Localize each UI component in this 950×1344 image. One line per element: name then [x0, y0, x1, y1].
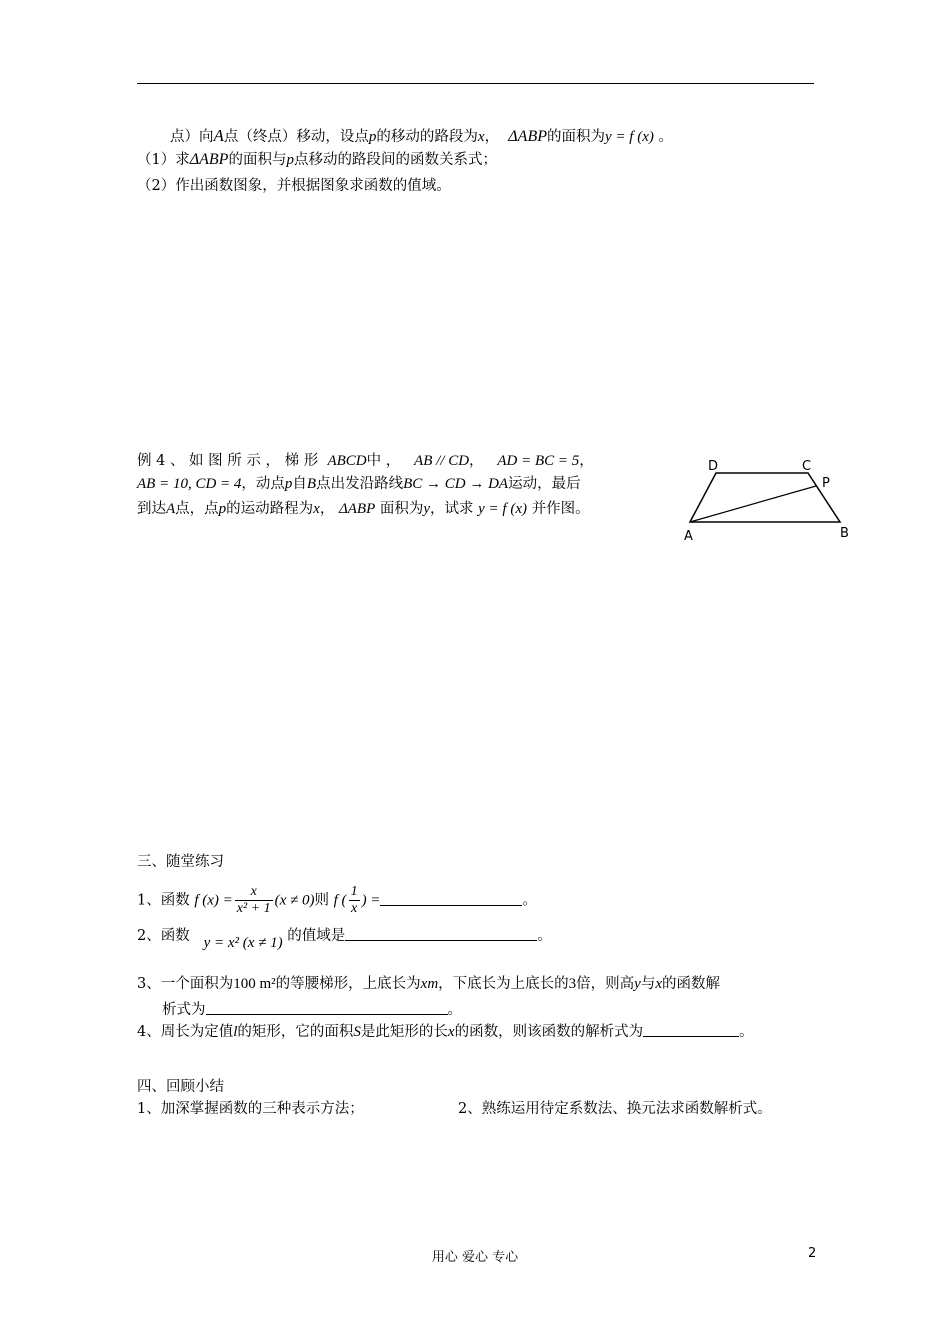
math-y: y [423, 501, 431, 517]
math-function: y = f (x) [478, 501, 527, 517]
text: 的运动路程为 [226, 501, 314, 517]
text: 的移动的路段为 [376, 129, 478, 145]
summary-item-2: 2、熟练运用待定系数法、换元法求函数解析式。 [458, 1101, 772, 1117]
section4-title: 四、回顾小结 [137, 1079, 224, 1095]
answer-blank[interactable] [206, 1000, 448, 1015]
label-c: C [802, 459, 812, 474]
text: 。 [447, 1002, 462, 1018]
text: 的函数，则该函数的解析式为 [454, 1024, 644, 1040]
problem3-line2 [137, 150, 497, 170]
text: 1、函数 [137, 892, 190, 909]
exercise-3-line1 [137, 974, 720, 994]
problem3-line1 [170, 126, 673, 147]
text: 。 [537, 928, 552, 944]
text: 到达 [137, 501, 166, 517]
label-p: P [822, 476, 830, 491]
math-area: 100 m² [233, 976, 276, 992]
text: 的面积与 [228, 152, 287, 168]
footer-motto: 用心 爱心 专心 [431, 1250, 519, 1265]
text: 。 [739, 1024, 754, 1040]
text: 倍，则高 [576, 976, 635, 992]
text: 点移动的路段间的函数关系式； [293, 152, 497, 168]
text: 则 [314, 892, 330, 909]
text: 。 [658, 129, 673, 145]
math-p: p [284, 476, 293, 492]
answer-blank[interactable] [643, 1022, 739, 1037]
exercise-2 [137, 926, 552, 951]
summary-item-1: 1、加深掌握函数的三种表示方法； [137, 1101, 364, 1117]
text: 的等腰梯形，上底长为 [275, 976, 421, 992]
math-triangle-abp: ΔABP [508, 128, 547, 145]
text: ，试求 [430, 501, 474, 517]
math-3: 3 [568, 976, 577, 992]
text: 是此矩形的长 [360, 1024, 448, 1040]
math-p: p [286, 152, 294, 168]
text: ， [469, 453, 484, 469]
fraction-numerator: x [235, 884, 273, 901]
fraction-1-over-x [349, 884, 360, 917]
math-equation: AB = 10, CD = 4 [137, 476, 242, 492]
text: 自 [292, 476, 307, 492]
math-function: ) = [361, 892, 381, 909]
trapezoid-figure [676, 452, 856, 547]
label-a: A [684, 529, 693, 544]
text: 点，点 [175, 501, 219, 517]
text: ， [579, 453, 594, 469]
example4-line3 [137, 499, 590, 519]
text: 的矩形，它的面积 [237, 1024, 354, 1040]
text: ，动点 [241, 476, 285, 492]
math-equation: AD = BC = 5 [497, 453, 580, 469]
text: 3、一个面积为 [137, 976, 234, 992]
math-p: p [368, 129, 377, 145]
example4-line1 [137, 451, 594, 471]
text: 4、周长为定值 [137, 1024, 234, 1040]
text: 运动，最后 [508, 476, 581, 492]
math-function: y = x² (x ≠ 1) [203, 935, 283, 951]
text: 点（终点）移动，设点 [223, 129, 369, 145]
math-x: x [447, 1024, 455, 1040]
text: ， [484, 129, 500, 145]
segment-ap [690, 486, 816, 522]
text: 例 4 、 如 图 所 示 ， 梯 形 [137, 453, 319, 469]
math-function: y = f (x) [605, 129, 654, 145]
math-x: x [313, 501, 320, 517]
text: 面积为 [379, 501, 424, 517]
section3-title: 三、随堂练习 [137, 854, 224, 870]
math-A: A [166, 501, 176, 517]
math-B: B [306, 476, 317, 492]
label-d: D [708, 459, 719, 474]
page-number: 2 [808, 1246, 817, 1261]
text: ， [319, 501, 335, 517]
fraction-denominator: x [350, 901, 358, 916]
math-function: f ( [333, 892, 347, 909]
math-x: x [477, 129, 485, 145]
text: 的值域是 [287, 928, 346, 944]
math-triangle-abp: ΔABP [338, 501, 376, 517]
math-parallel: AB // CD [414, 453, 470, 469]
math-xm: xm [420, 976, 439, 992]
fraction-numerator: 1 [350, 884, 358, 899]
text: 的函数解 [662, 976, 720, 992]
header-rule [137, 83, 814, 84]
exercise-3-line2 [162, 1000, 462, 1020]
math-p: p [218, 501, 227, 517]
text: 点出发沿路线 [316, 476, 404, 492]
exercise-4 [137, 1022, 754, 1042]
problem3-line3: （2）作出函数图象，并根据图象求函数的值域。 [137, 178, 451, 194]
text: 并作图。 [531, 501, 590, 517]
exercise-1 [137, 884, 537, 917]
text: ，下底长为上底长的 [438, 976, 569, 992]
text: 的面积为 [547, 129, 605, 145]
math-path: BC → CD → DA [403, 476, 509, 492]
text: 2、函数 [137, 928, 190, 944]
label-b: B [840, 526, 849, 541]
fraction-denominator: x² + 1 [236, 901, 271, 916]
math-l: l [233, 1024, 238, 1040]
math-S: S [353, 1024, 361, 1040]
math-y: y [634, 976, 641, 992]
text: 中 ， [366, 453, 401, 469]
example4-line2 [137, 474, 581, 494]
math-triangle-abp: ΔABP [189, 151, 229, 168]
math-abcd: ABCD [327, 453, 367, 469]
text: 与 [640, 976, 656, 992]
trapezoid-shape [690, 473, 840, 522]
math-x: x [655, 976, 662, 992]
text: （1）求 [137, 152, 190, 168]
text: 。 [522, 892, 537, 909]
math-A: A [213, 126, 224, 145]
answer-blank[interactable] [345, 926, 537, 941]
math-function: f (x) = [194, 892, 233, 909]
math-condition: (x ≠ 0) [274, 892, 315, 909]
text: 析式为 [162, 1002, 206, 1018]
fraction-x-over-x2-plus-1 [235, 884, 273, 917]
answer-blank[interactable] [380, 891, 522, 906]
text: 点）向 [170, 129, 214, 145]
